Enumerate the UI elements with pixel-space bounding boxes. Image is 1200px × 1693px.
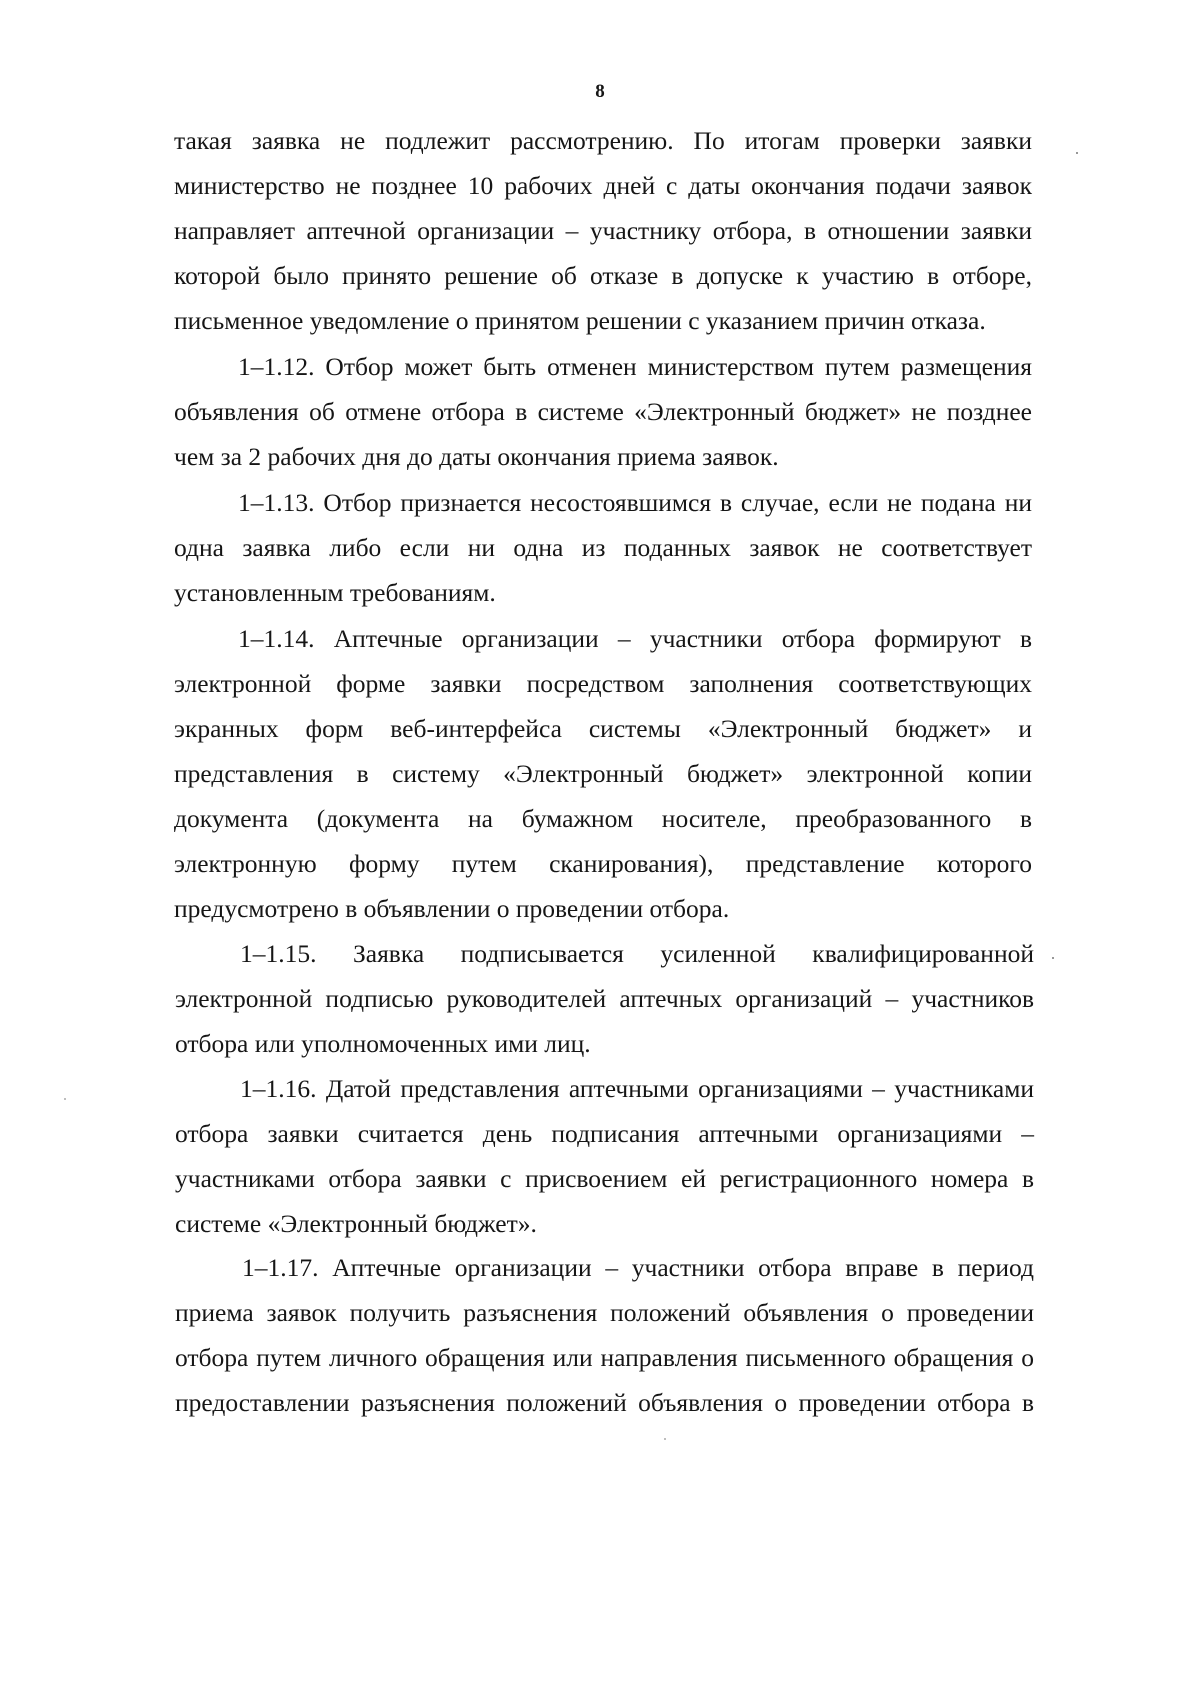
- scan-speck: [64, 1098, 66, 1100]
- text-line: отбора путем личного обращения или направления письменного обращения о: [175, 1343, 1034, 1372]
- text-line: участниками отбора заявки с присвоением ей регистрационного номера в: [175, 1164, 1034, 1193]
- text-line: предусмотрено в объявлении о проведении отбора.: [174, 894, 730, 923]
- text-line: которой было принято решение об отказе в допуске к участию в отборе,: [174, 261, 1032, 290]
- page-number: 8: [595, 81, 605, 102]
- text-line: 1–1.15. Заявка подписывается усиленной квалифицированной: [240, 939, 1034, 968]
- text-line: министерство не позднее 10 рабочих дней с даты окончания подачи заявок: [174, 171, 1032, 200]
- text-line: объявления об отмене отбора в системе «Электронный бюджет» не позднее: [174, 397, 1032, 426]
- text-line: экранных форм веб-интерфейса системы «Электронный бюджет» и: [174, 714, 1032, 743]
- scan-speck: [1076, 152, 1078, 154]
- text-line: документа (документа на бумажном носителе, преобразованного в: [174, 804, 1032, 833]
- text-line: системе «Электронный бюджет».: [175, 1209, 537, 1238]
- text-line: приема заявок получить разъяснения положений объявления о проведении: [175, 1298, 1034, 1327]
- text-line: 1–1.16. Датой представления аптечными организациями – участниками: [240, 1074, 1034, 1103]
- text-line: электронную форму путем сканирования), представление которого: [174, 849, 1032, 878]
- text-line: отбора заявки считается день подписания аптечными организациями –: [175, 1119, 1034, 1148]
- text-line: чем за 2 рабочих дня до даты окончания приема заявок.: [174, 442, 779, 471]
- text-line: отбора или уполномоченных ими лиц.: [175, 1029, 591, 1058]
- scan-speck: [1052, 957, 1054, 959]
- text-line: установленным требованиям.: [174, 578, 496, 607]
- text-line: такая заявка не подлежит рассмотрению. По итогам проверки заявки: [174, 126, 1032, 155]
- text-line: письменное уведомление о принятом решении с указанием причин отказа.: [174, 306, 986, 335]
- text-line: электронной подписью руководителей аптечных организаций – участников: [175, 984, 1034, 1013]
- text-line: 1–1.17. Аптечные организации – участники отбора вправе в период: [242, 1253, 1034, 1282]
- scan-speck: [664, 1438, 666, 1440]
- text-line: электронной форме заявки посредством заполнения соответствующих: [174, 669, 1032, 698]
- text-line: представления в систему «Электронный бюджет» электронной копии: [174, 759, 1032, 788]
- text-line: 1–1.14. Аптечные организации – участники отбора формируют в: [238, 624, 1032, 653]
- text-line: 1–1.12. Отбор может быть отменен министерством путем размещения: [238, 352, 1032, 381]
- text-line: одна заявка либо если ни одна из поданных заявок не соответствует: [174, 533, 1032, 562]
- text-line: 1–1.13. Отбор признается несостоявшимся в случае, если не подана ни: [238, 488, 1032, 517]
- text-line: направляет аптечной организации – участнику отбора, в отношении заявки: [174, 216, 1032, 245]
- text-line: предоставлении разъяснения положений объявления о проведении отбора в: [175, 1388, 1034, 1417]
